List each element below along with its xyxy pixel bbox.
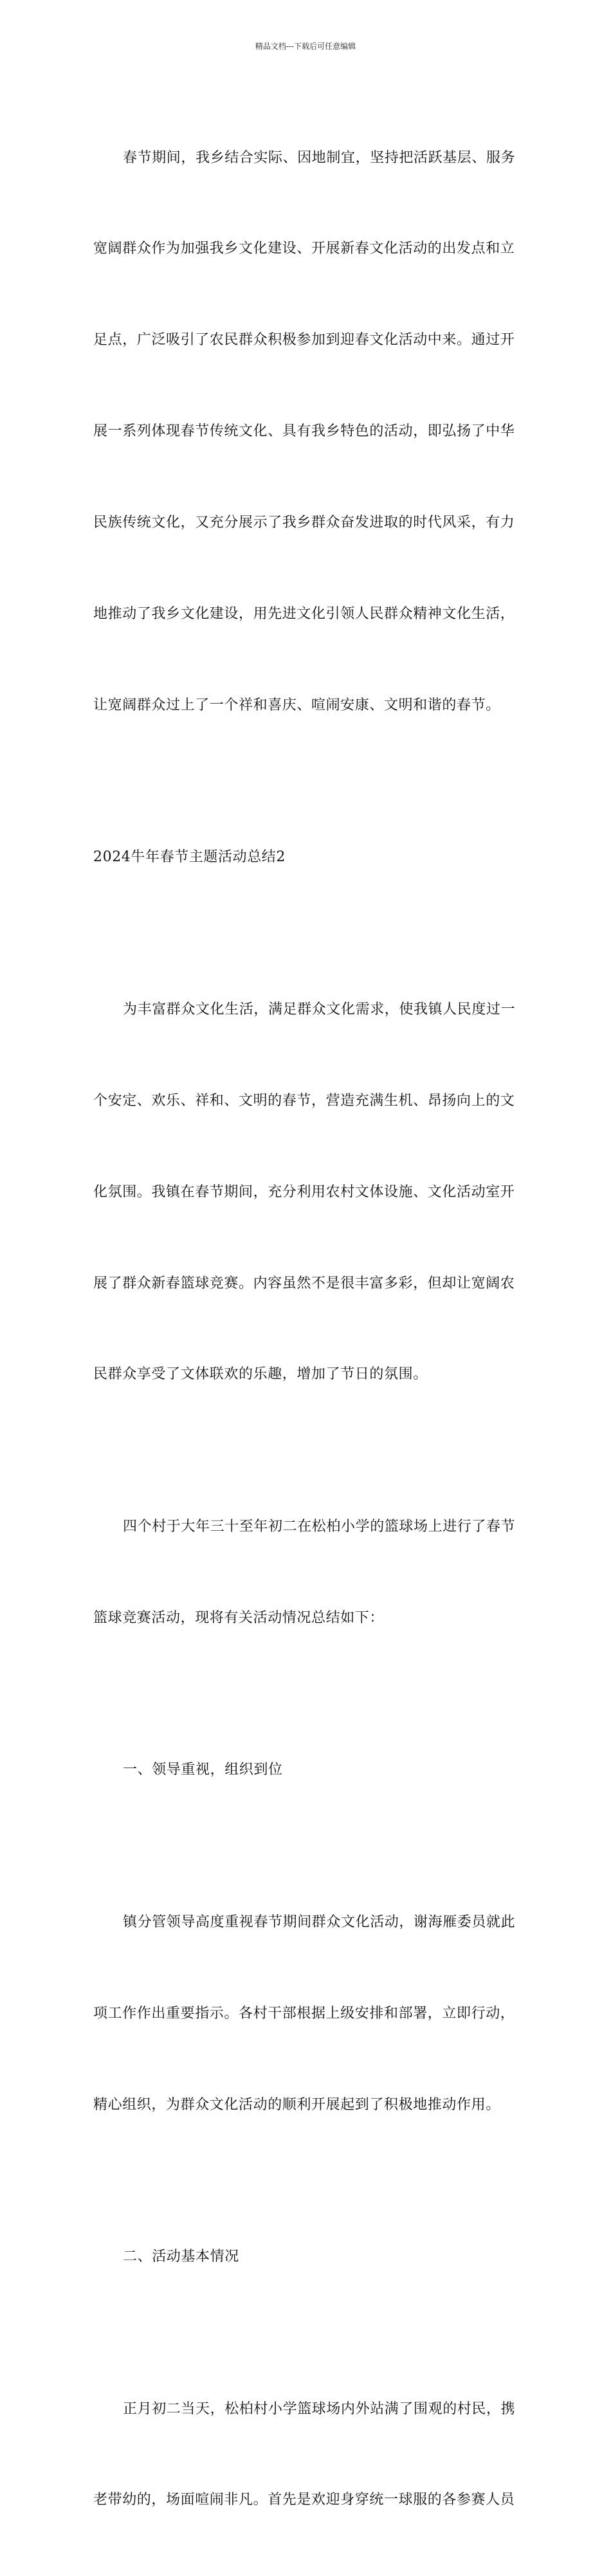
paragraph-villages: [93, 1450, 527, 1694]
paragraph-line: 让宽阔群众过上了一个祥和喜庆、喧闹安康、文明和谐的春节。: [93, 697, 500, 713]
paragraph-intro-summary: [93, 82, 527, 781]
section-title: [93, 781, 527, 933]
subheading-text: 二、活动基本情况: [123, 2249, 239, 2265]
paragraph-line: 镇分管领导高度重视春节期间群众文化活动，谢海雁委员就此: [123, 1914, 516, 1930]
paragraph-line: 老带幼的，场面喧闹非凡。首先是欢迎身穿统一球服的各参赛人员: [93, 2492, 515, 2508]
paragraph-line: 地推动了我乡文化建设，用先进文化引领人民群众精神文化生活，: [93, 606, 515, 623]
paragraph-line: 四个村于大年三十至年初二在松柏小学的篮球场上进行了春节: [123, 1518, 516, 1535]
paragraph-line: 民群众享受了文体联欢的乐趣，增加了节日的氛围。: [93, 1366, 428, 1383]
section-title-text: 2024牛年春节主题活动总结2: [93, 849, 286, 866]
paragraph-line: 个安定、欢乐、祥和、文明的春节，营造充满生机、昂扬向上的文: [93, 1092, 515, 1109]
paragraph-line: 足点，广泛吸引了农民群众积极参加到迎春文化活动中来。通过开: [93, 332, 515, 349]
subheading-activity: [93, 2180, 527, 2332]
paragraph-line: 正月初二当天，松柏村小学篮球场内外站满了围观的村民，携: [123, 2400, 516, 2417]
paragraph-activity: [93, 2333, 527, 2576]
paragraph-line: 民族传统文化，又充分展示了我乡群众奋发进取的时代风采，有力: [93, 515, 515, 531]
paragraph-line: 为丰富群众文化生活，满足群众文化需求，使我镇人民度过一: [123, 1001, 516, 1018]
paragraph-line: 展了群众新春篮球竞赛。内容虽然不是很丰富多彩，但却让宽阔农: [93, 1275, 515, 1292]
paragraph-line: 精心组织，为群众文化活动的顺利开展起到了积极地推动作用。: [93, 2096, 500, 2113]
paragraph-leadership: [93, 1846, 527, 2180]
document-body: [93, 82, 527, 2576]
paragraph-line: 篮球竞赛活动，现将有关活动情况总结如下：: [93, 1609, 385, 1626]
subheading-text: 一、领导重视，组织到位: [123, 1762, 283, 1778]
paragraph-line: 春节期间，我乡结合实际、因地制宜，坚持把活跃基层、服务: [123, 149, 516, 166]
subheading-leadership: [93, 1694, 527, 1846]
paragraph-line: 宽阔群众作为加强我乡文化建设、开展新春文化活动的出发点和立: [93, 241, 515, 257]
paragraph-line: 展一系列体现春节传统文化、具有我乡特色的活动，即弘扬了中华: [93, 423, 515, 440]
paragraph-purpose: [93, 933, 527, 1450]
page-header: 精品文档---下载后可任意编辑: [255, 42, 356, 51]
paragraph-line: 项工作作出重要指示。各村干部根据上级安排和部署，立即行动，: [93, 2005, 515, 2022]
paragraph-line: 化氛围。我镇在春节期间，充分利用农村文体设施、文化活动室开: [93, 1183, 515, 1200]
